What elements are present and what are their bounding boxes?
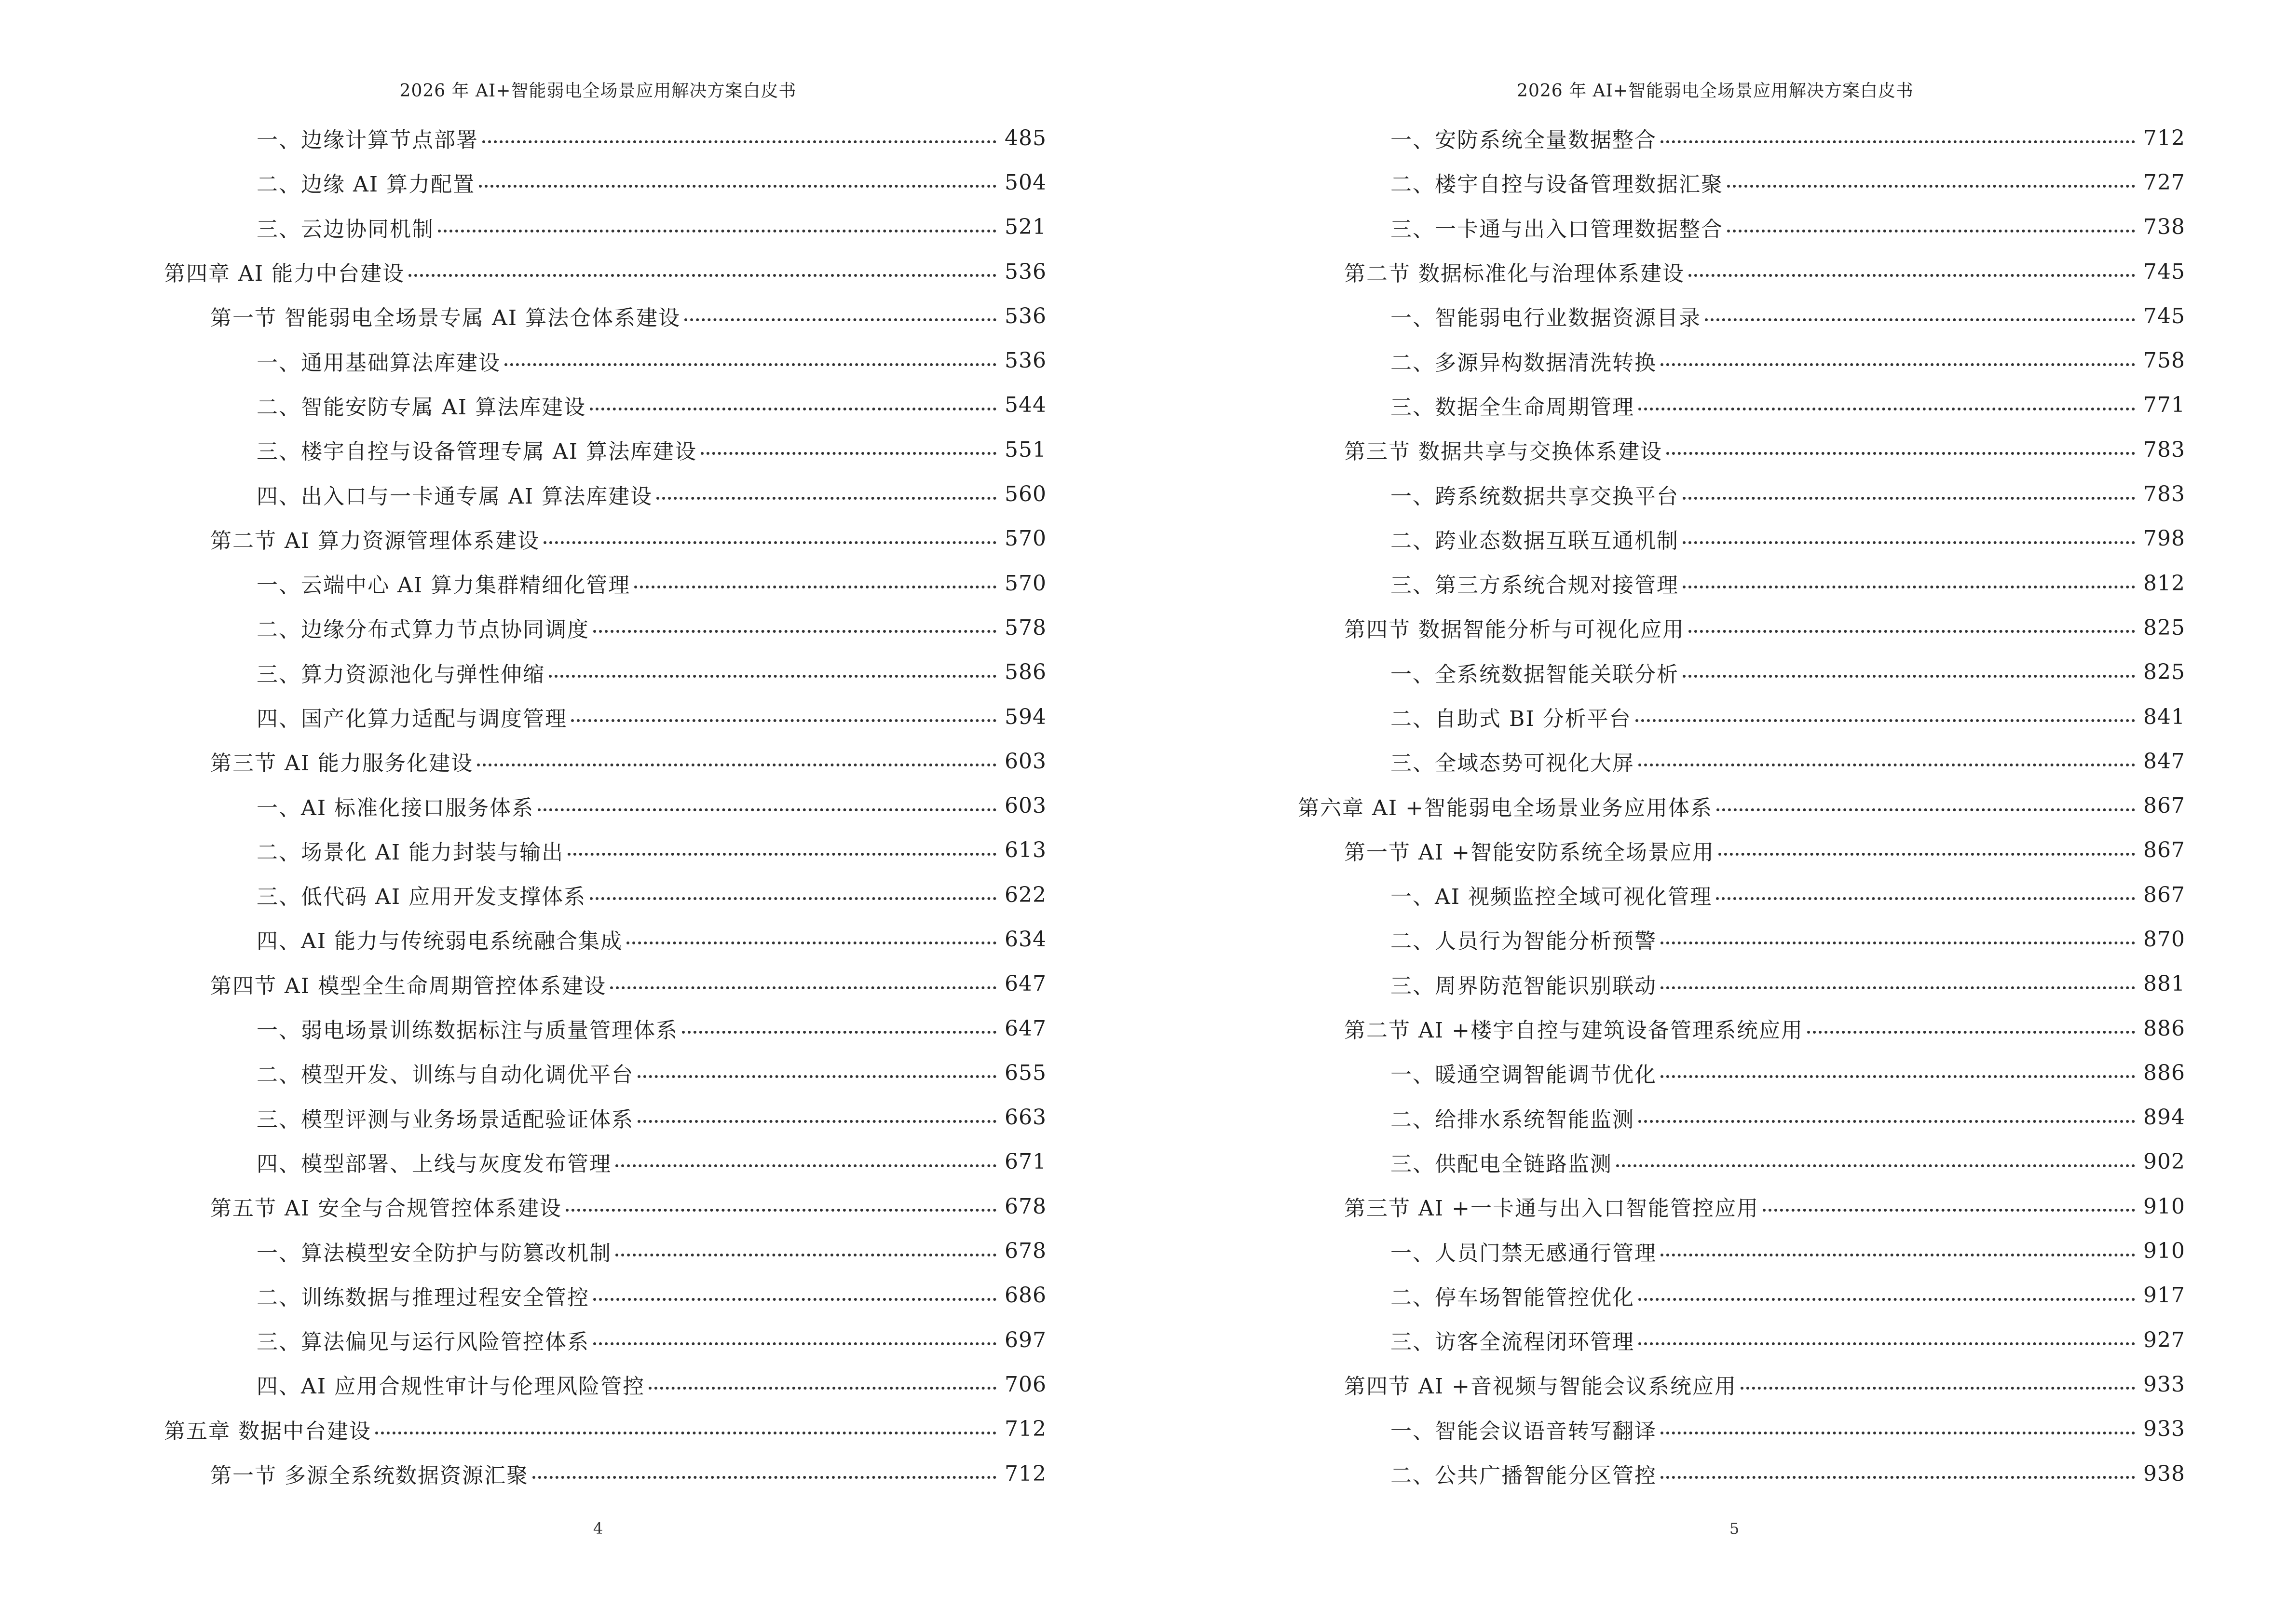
toc-entry-title: 一、弱电场景训练数据标注与质量管理体系 (257, 1018, 678, 1043)
toc-entry-title: 第一节 多源全系统数据资源汇聚 (210, 1463, 529, 1488)
toc-entry-title: 二、场景化 AI 能力封装与输出 (257, 840, 564, 865)
toc-entry-page: 927 (2143, 1327, 2185, 1352)
toc-entry[interactable] (164, 1184, 1047, 1228)
table-of-contents (1298, 116, 2185, 1496)
toc-entry-title: 一、暖通空调智能调节优化 (1390, 1063, 1657, 1088)
toc-entry-page: 886 (2143, 1060, 2185, 1085)
toc-entry[interactable] (1298, 1318, 2185, 1362)
dot-leader (593, 1298, 996, 1301)
toc-entry[interactable] (164, 1273, 1047, 1318)
dot-leader (1683, 586, 2135, 588)
toc-entry-title: 二、模型开发、训练与自动化调优平台 (257, 1063, 634, 1088)
dot-leader (1727, 230, 2135, 232)
toc-entry-title: 四、出入口与一卡通专属 AI 算法库建设 (257, 484, 653, 509)
toc-entry[interactable] (1298, 160, 2185, 205)
toc-entry-page: 886 (2143, 1016, 2185, 1041)
dot-leader (504, 363, 996, 366)
toc-entry-title: 三、全域态势可视化大屏 (1390, 751, 1634, 776)
toc-entry[interactable] (164, 828, 1047, 873)
toc-entry[interactable] (164, 116, 1047, 160)
toc-entry[interactable] (1298, 1273, 2185, 1318)
toc-entry-title: 第三节 数据共享与交换体系建设 (1344, 439, 1662, 464)
dot-leader (1727, 185, 2135, 188)
dot-leader (1688, 630, 2135, 633)
dot-leader (1741, 1387, 2135, 1390)
toc-entry-page: 867 (2143, 882, 2185, 907)
dot-leader (590, 408, 996, 410)
toc-entry-title: 第一节 智能弱电全场景专属 AI 算法仓体系建设 (210, 306, 681, 331)
toc-entry-page: 647 (1005, 971, 1047, 996)
toc-entry[interactable] (164, 873, 1047, 917)
toc-entry[interactable] (1298, 783, 2185, 828)
dot-leader (684, 318, 996, 321)
toc-entry[interactable] (164, 383, 1047, 427)
toc-entry[interactable] (1298, 1051, 2185, 1095)
toc-entry[interactable] (164, 249, 1047, 294)
toc-entry-page: 727 (2143, 170, 2185, 195)
toc-entry[interactable] (1298, 472, 2185, 516)
dot-leader (1638, 1298, 2135, 1301)
dot-leader (1638, 408, 2135, 410)
toc-entry-title: 三、第三方系统合规对接管理 (1390, 573, 1679, 598)
toc-entry-page: 798 (2143, 526, 2185, 551)
toc-entry-title: 三、模型评测与业务场景适配验证体系 (257, 1107, 634, 1132)
toc-entry-page: 745 (2143, 259, 2185, 284)
dot-leader (1635, 719, 2135, 722)
dot-leader (1683, 541, 2135, 544)
toc-entry-title: 三、一卡通与出入口管理数据整合 (1390, 217, 1723, 242)
toc-entry-title: 第四节 数据智能分析与可视化应用 (1344, 617, 1685, 642)
toc-entry[interactable] (1298, 294, 2185, 338)
toc-entry[interactable] (164, 205, 1047, 249)
dot-leader (477, 764, 996, 766)
dot-leader (610, 986, 996, 989)
toc-entry[interactable] (1298, 116, 2185, 160)
dot-leader (615, 1254, 996, 1256)
toc-entry-page: 712 (2143, 125, 2185, 150)
toc-entry-title: 第五章 数据中台建设 (164, 1419, 371, 1444)
toc-entry[interactable] (1298, 1451, 2185, 1496)
toc-entry-page: 504 (1005, 170, 1047, 195)
toc-entry-page: 938 (2143, 1461, 2185, 1486)
toc-entry-title: 二、楼宇自控与设备管理数据汇聚 (1390, 172, 1723, 197)
dot-leader (638, 1075, 996, 1078)
toc-entry-page: 841 (2143, 704, 2185, 729)
toc-entry-title: 三、低代码 AI 应用开发支撑体系 (257, 885, 586, 910)
dot-leader (1661, 1075, 2135, 1078)
toc-entry-title: 第四节 AI 模型全生命周期管控体系建设 (210, 973, 607, 998)
dot-leader (649, 1387, 996, 1390)
toc-entry[interactable] (1298, 917, 2185, 961)
toc-entry[interactable] (164, 1318, 1047, 1362)
dot-leader (1716, 808, 2135, 811)
dot-leader (1616, 1164, 2135, 1167)
toc-entry[interactable] (1298, 383, 2185, 427)
dot-leader (568, 853, 996, 856)
toc-entry-page: 867 (2143, 793, 2185, 819)
toc-entry-title: 第四章 AI 能力中台建设 (164, 261, 405, 287)
toc-entry-title: 四、模型部署、上线与灰度发布管理 (257, 1151, 612, 1176)
toc-entry-title: 一、人员门禁无感通行管理 (1390, 1241, 1657, 1266)
toc-entry[interactable] (1298, 695, 2185, 739)
toc-entry-page: 825 (2143, 615, 2185, 640)
toc-entry[interactable] (164, 160, 1047, 205)
dot-leader (1661, 1476, 2135, 1479)
running-header: 2026 年 AI+智能弱电全场景应用解决方案白皮书 (1517, 81, 1914, 101)
dot-leader (408, 274, 996, 277)
toc-entry-page: 745 (2143, 303, 2185, 328)
toc-entry[interactable] (164, 1140, 1047, 1184)
toc-entry-title: 三、楼宇自控与设备管理专属 AI 算法库建设 (257, 439, 697, 464)
toc-entry[interactable] (164, 427, 1047, 472)
toc-entry-page: 917 (2143, 1283, 2185, 1308)
toc-entry-title: 二、多源异构数据清洗转换 (1390, 350, 1657, 375)
dot-leader (1638, 1342, 2135, 1345)
toc-entry-title: 二、边缘分布式算力节点协同调度 (257, 617, 589, 642)
toc-entry-title: 第二节 AI +楼宇自控与建筑设备管理系统应用 (1344, 1018, 1803, 1043)
dot-leader (1807, 1031, 2135, 1034)
toc-entry-title: 第五节 AI 安全与合规管控体系建设 (210, 1196, 562, 1221)
toc-entry-title: 一、智能弱电行业数据资源目录 (1390, 306, 1701, 331)
toc-entry-page: 881 (2143, 971, 2185, 996)
table-of-contents (164, 116, 1047, 1496)
dot-leader (479, 185, 996, 188)
toc-entry[interactable] (164, 962, 1047, 1006)
toc-entry-page: 570 (1005, 571, 1047, 596)
toc-entry-page: 783 (2143, 482, 2185, 507)
toc-entry-title: 二、训练数据与推理过程安全管控 (257, 1285, 589, 1310)
dot-leader (1661, 363, 2135, 366)
toc-entry[interactable] (1298, 561, 2185, 605)
dot-leader (682, 1031, 996, 1034)
toc-entry-title: 一、云端中心 AI 算力集群精细化管理 (257, 573, 631, 598)
toc-entry-title: 二、公共广播智能分区管控 (1390, 1463, 1657, 1488)
toc-entry[interactable] (1298, 739, 2185, 783)
toc-entry[interactable] (164, 1451, 1047, 1496)
toc-entry-title: 一、通用基础算法库建设 (257, 350, 501, 375)
toc-entry-title: 二、自助式 BI 分析平台 (1390, 707, 1632, 731)
toc-entry-title: 三、算法偏见与运行风险管控体系 (257, 1330, 589, 1355)
dot-leader (538, 808, 996, 811)
toc-entry[interactable] (164, 1407, 1047, 1451)
toc-entry-page: 655 (1005, 1060, 1047, 1085)
toc-entry[interactable] (1298, 517, 2185, 561)
running-header: 2026 年 AI+智能弱电全场景应用解决方案白皮书 (399, 81, 797, 101)
toc-entry-title: 第三节 AI +一卡通与出入口智能管控应用 (1344, 1196, 1759, 1221)
toc-entry-title: 一、安防系统全量数据整合 (1390, 128, 1657, 153)
toc-entry[interactable] (164, 917, 1047, 961)
toc-entry[interactable] (1298, 962, 2185, 1006)
dot-leader (1763, 1209, 2135, 1212)
toc-entry-title: 第一节 AI +智能安防系统全场景应用 (1344, 840, 1715, 865)
toc-entry[interactable] (164, 650, 1047, 695)
toc-entry-page: 678 (1005, 1194, 1047, 1219)
toc-entry[interactable] (164, 1051, 1047, 1095)
dot-leader (656, 497, 996, 500)
toc-entry[interactable] (1298, 828, 2185, 873)
dot-leader (1661, 986, 2135, 989)
toc-entry-page: 560 (1005, 482, 1047, 507)
toc-entry[interactable] (164, 783, 1047, 828)
toc-entry-page: 867 (2143, 838, 2185, 863)
toc-entry[interactable] (1298, 1006, 2185, 1051)
toc-entry-page: 603 (1005, 749, 1047, 774)
toc-entry-page: 678 (1005, 1239, 1047, 1264)
toc-entry-title: 四、AI 能力与传统弱电系统融合集成 (257, 929, 623, 954)
toc-entry-title: 一、智能会议语音转写翻译 (1390, 1419, 1657, 1444)
toc-entry-title: 二、边缘 AI 算力配置 (257, 172, 476, 197)
dot-leader (701, 452, 996, 455)
toc-entry[interactable] (1298, 249, 2185, 294)
toc-entry-page: 536 (1005, 259, 1047, 284)
toc-entry[interactable] (164, 695, 1047, 739)
toc-entry-page: 712 (1005, 1417, 1047, 1442)
dot-leader (1666, 452, 2135, 455)
toc-entry-page: 544 (1005, 393, 1047, 418)
toc-entry[interactable] (164, 739, 1047, 783)
dot-leader (1683, 497, 2135, 500)
toc-entry[interactable] (1298, 1095, 2185, 1140)
toc-entry-page: 671 (1005, 1149, 1047, 1174)
dot-leader (1661, 942, 2135, 944)
toc-entry[interactable] (164, 294, 1047, 338)
dot-leader (1683, 675, 2135, 678)
toc-entry-title: 三、供配电全链路监测 (1390, 1151, 1612, 1176)
toc-entry-page: 847 (2143, 749, 2185, 774)
dot-leader (634, 586, 996, 588)
toc-entry-page: 870 (2143, 927, 2185, 952)
dot-leader (571, 719, 996, 722)
dot-leader (1638, 764, 2135, 766)
dot-leader (1661, 1254, 2135, 1256)
toc-entry[interactable] (164, 561, 1047, 605)
toc-entry[interactable] (164, 605, 1047, 650)
toc-entry-title: 第六章 AI +智能弱电全场景业务应用体系 (1298, 795, 1713, 820)
dot-leader (1705, 318, 2135, 321)
toc-entry-title: 第二节 数据标准化与治理体系建设 (1344, 261, 1685, 287)
toc-entry-page: 634 (1005, 927, 1047, 952)
toc-entry[interactable] (1298, 1228, 2185, 1273)
toc-entry-title: 二、跨业态数据互联互通机制 (1390, 528, 1679, 553)
toc-entry[interactable] (1298, 1407, 2185, 1451)
dot-leader (1688, 274, 2135, 277)
toc-entry-page: 521 (1005, 215, 1047, 240)
toc-entry-page: 706 (1005, 1372, 1047, 1397)
dot-leader (549, 675, 996, 678)
toc-entry-page: 586 (1005, 660, 1047, 685)
dot-leader (593, 630, 996, 633)
right-page (1144, 0, 2287, 1624)
toc-entry-page: 647 (1005, 1016, 1047, 1041)
toc-entry[interactable] (1298, 1140, 2185, 1184)
toc-entry[interactable] (164, 1006, 1047, 1051)
toc-entry-title: 第四节 AI +音视频与智能会议系统应用 (1344, 1374, 1737, 1399)
toc-entry-page: 485 (1005, 125, 1047, 150)
toc-entry-page: 902 (2143, 1149, 2185, 1174)
toc-entry-title: 四、AI 应用合规性审计与伦理风险管控 (257, 1374, 645, 1399)
toc-entry[interactable] (1298, 605, 2185, 650)
toc-entry[interactable] (164, 517, 1047, 561)
page-number: 5 (1729, 1519, 1740, 1538)
toc-entry-title: 三、云边协同机制 (257, 217, 434, 242)
toc-entry-page: 825 (2143, 660, 2185, 685)
toc-entry[interactable] (1298, 338, 2185, 382)
toc-entry-page: 570 (1005, 526, 1047, 551)
toc-entry-title: 三、访客全流程闭环管理 (1390, 1330, 1634, 1355)
toc-entry[interactable] (1298, 650, 2185, 695)
dot-leader (1716, 897, 2135, 900)
dot-leader (1638, 1120, 2135, 1123)
dot-leader (615, 1164, 996, 1167)
toc-entry-title: 一、边缘计算节点部署 (257, 128, 478, 153)
dot-leader (544, 541, 996, 544)
toc-entry-page: 738 (2143, 215, 2185, 240)
toc-entry-page: 812 (2143, 571, 2185, 596)
toc-entry-page: 758 (2143, 348, 2185, 373)
toc-entry-title: 一、全系统数据智能关联分析 (1390, 662, 1679, 687)
toc-entry-page: 697 (1005, 1327, 1047, 1352)
toc-entry-page: 578 (1005, 615, 1047, 640)
toc-entry-page: 894 (2143, 1105, 2185, 1130)
toc-entry[interactable] (164, 1362, 1047, 1406)
toc-entry-page: 686 (1005, 1283, 1047, 1308)
toc-entry-page: 622 (1005, 882, 1047, 907)
toc-entry-page: 910 (2143, 1194, 2185, 1219)
toc-entry-title: 四、国产化算力适配与调度管理 (257, 707, 567, 731)
dot-leader (532, 1476, 996, 1479)
toc-entry-page: 933 (2143, 1417, 2185, 1442)
dot-leader (566, 1209, 996, 1212)
dot-leader (638, 1120, 996, 1123)
toc-entry-title: 一、跨系统数据共享交换平台 (1390, 484, 1679, 509)
toc-entry-title: 第三节 AI 能力服务化建设 (210, 751, 474, 776)
toc-entry-title: 二、智能安防专属 AI 算法库建设 (257, 395, 586, 420)
toc-entry-page: 910 (2143, 1239, 2185, 1264)
toc-entry-page: 613 (1005, 838, 1047, 863)
dot-leader (1661, 1432, 2135, 1434)
dot-leader (375, 1432, 996, 1434)
toc-entry[interactable] (1298, 427, 2185, 472)
toc-entry-page: 712 (1005, 1461, 1047, 1486)
toc-entry-title: 三、数据全生命周期管理 (1390, 395, 1634, 420)
toc-entry-page: 603 (1005, 793, 1047, 819)
toc-entry[interactable] (1298, 205, 2185, 249)
toc-entry-title: 二、给排水系统智能监测 (1390, 1107, 1634, 1132)
toc-entry-title: 一、算法模型安全防护与防篡改机制 (257, 1241, 612, 1266)
toc-entry-page: 933 (2143, 1372, 2185, 1397)
toc-entry-title: 二、人员行为智能分析预警 (1390, 929, 1657, 954)
toc-entry-page: 551 (1005, 437, 1047, 462)
toc-entry-page: 536 (1005, 348, 1047, 373)
dot-leader (1718, 853, 2135, 856)
toc-entry[interactable] (1298, 1184, 2185, 1228)
toc-entry-title: 一、AI 标准化接口服务体系 (257, 795, 534, 820)
toc-entry[interactable] (1298, 873, 2185, 917)
toc-entry-page: 594 (1005, 704, 1047, 729)
toc-entry-title: 二、停车场智能管控优化 (1390, 1285, 1634, 1310)
dot-leader (593, 1342, 996, 1345)
toc-entry-title: 三、算力资源池化与弹性伸缩 (257, 662, 545, 687)
toc-entry[interactable] (164, 338, 1047, 382)
toc-entry-title: 三、周界防范智能识别联动 (1390, 973, 1657, 998)
toc-entry[interactable] (1298, 1362, 2185, 1406)
dot-leader (626, 942, 996, 944)
dot-leader (590, 897, 996, 900)
toc-entry[interactable] (164, 1095, 1047, 1140)
toc-entry[interactable] (164, 1228, 1047, 1273)
dot-leader (1661, 140, 2135, 143)
toc-entry-page: 663 (1005, 1105, 1047, 1130)
toc-entry-title: 一、AI 视频监控全域可视化管理 (1390, 885, 1713, 910)
toc-entry-page: 771 (2143, 393, 2185, 418)
dot-leader (482, 140, 996, 143)
toc-entry[interactable] (164, 472, 1047, 516)
toc-entry-page: 783 (2143, 437, 2185, 462)
dot-leader (438, 230, 996, 232)
toc-entry-title: 第二节 AI 算力资源管理体系建设 (210, 528, 540, 553)
toc-entry-page: 536 (1005, 303, 1047, 328)
page-number: 4 (593, 1519, 603, 1538)
